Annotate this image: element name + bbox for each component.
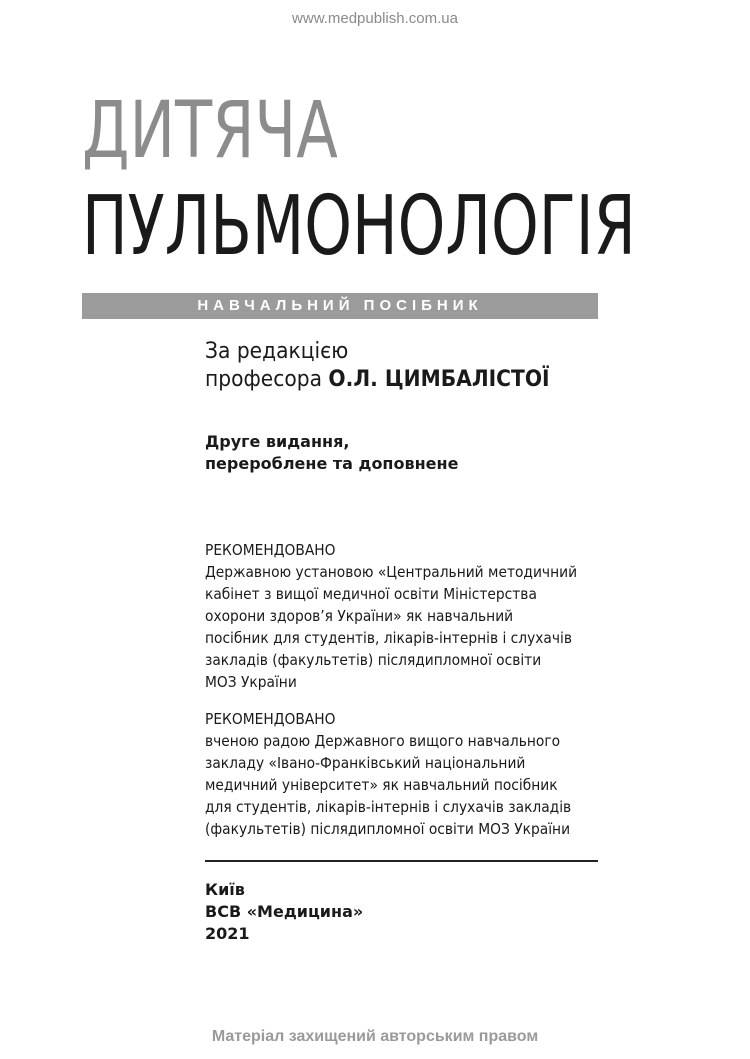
book-title-line1: ДИТЯЧА: [82, 86, 338, 176]
subtitle-banner: НАВЧАЛЬНИЙ ПОСІБНИК: [82, 293, 598, 319]
book-title-line2: ПУЛЬМОНОЛОГІЯ: [82, 179, 636, 274]
publisher-name: ВСВ «Медицина»: [205, 902, 364, 921]
recommendation-line: посібник для студентів, лікарів-інтернів і слухачів: [205, 629, 573, 647]
recommendation-line: (факультетів) післядипломної освіти МОЗ України: [205, 820, 571, 838]
recommendation-heading: РЕКОМЕНДОВАНО: [205, 710, 336, 728]
editor-block: [205, 338, 550, 394]
recommendation-block-1: [205, 539, 577, 693]
recommendation-line: кабінет з вищої медичної освіти Міністерства: [205, 585, 537, 603]
publisher-block: [205, 879, 363, 945]
section-divider: [205, 860, 598, 862]
edition-line1: Друге видання,: [205, 432, 350, 451]
recommendation-line: Державною установою «Центральний методичний: [205, 563, 578, 581]
recommendation-heading: РЕКОМЕНДОВАНО: [205, 541, 336, 559]
recommendation-line: медичний університет» як навчальний посібник: [205, 776, 558, 794]
copyright-watermark: Матеріал захищений авторським правом: [211, 1028, 539, 1045]
editor-name: О.Л. ЦИМБАЛІСТОЇ: [328, 367, 550, 392]
recommendation-line: охорони здоров’я України» як навчальний: [205, 607, 514, 625]
editor-line1: За редакцією: [205, 339, 349, 364]
recommendation-line: закладів (факультетів) післядипломної освіти: [205, 651, 542, 669]
recommendation-line: для студентів, лікарів-інтернів і слухачів закладів: [205, 798, 572, 816]
recommendation-block-2: [205, 708, 571, 840]
recommendation-line: закладу «Івано-Франківський національний: [205, 754, 526, 772]
edition-line2: перероблене та доповнене: [205, 454, 459, 473]
editor-line2: [205, 366, 550, 394]
publisher-city: Київ: [205, 880, 245, 899]
editor-prefix: професора: [205, 367, 329, 392]
recommendation-line: МОЗ України: [205, 673, 297, 691]
website-watermark: www.medpublish.com.ua: [292, 10, 458, 27]
publication-year: 2021: [205, 924, 250, 943]
edition-block: [205, 431, 458, 475]
recommendation-line: вченою радою Державного вищого навчального: [205, 732, 561, 750]
